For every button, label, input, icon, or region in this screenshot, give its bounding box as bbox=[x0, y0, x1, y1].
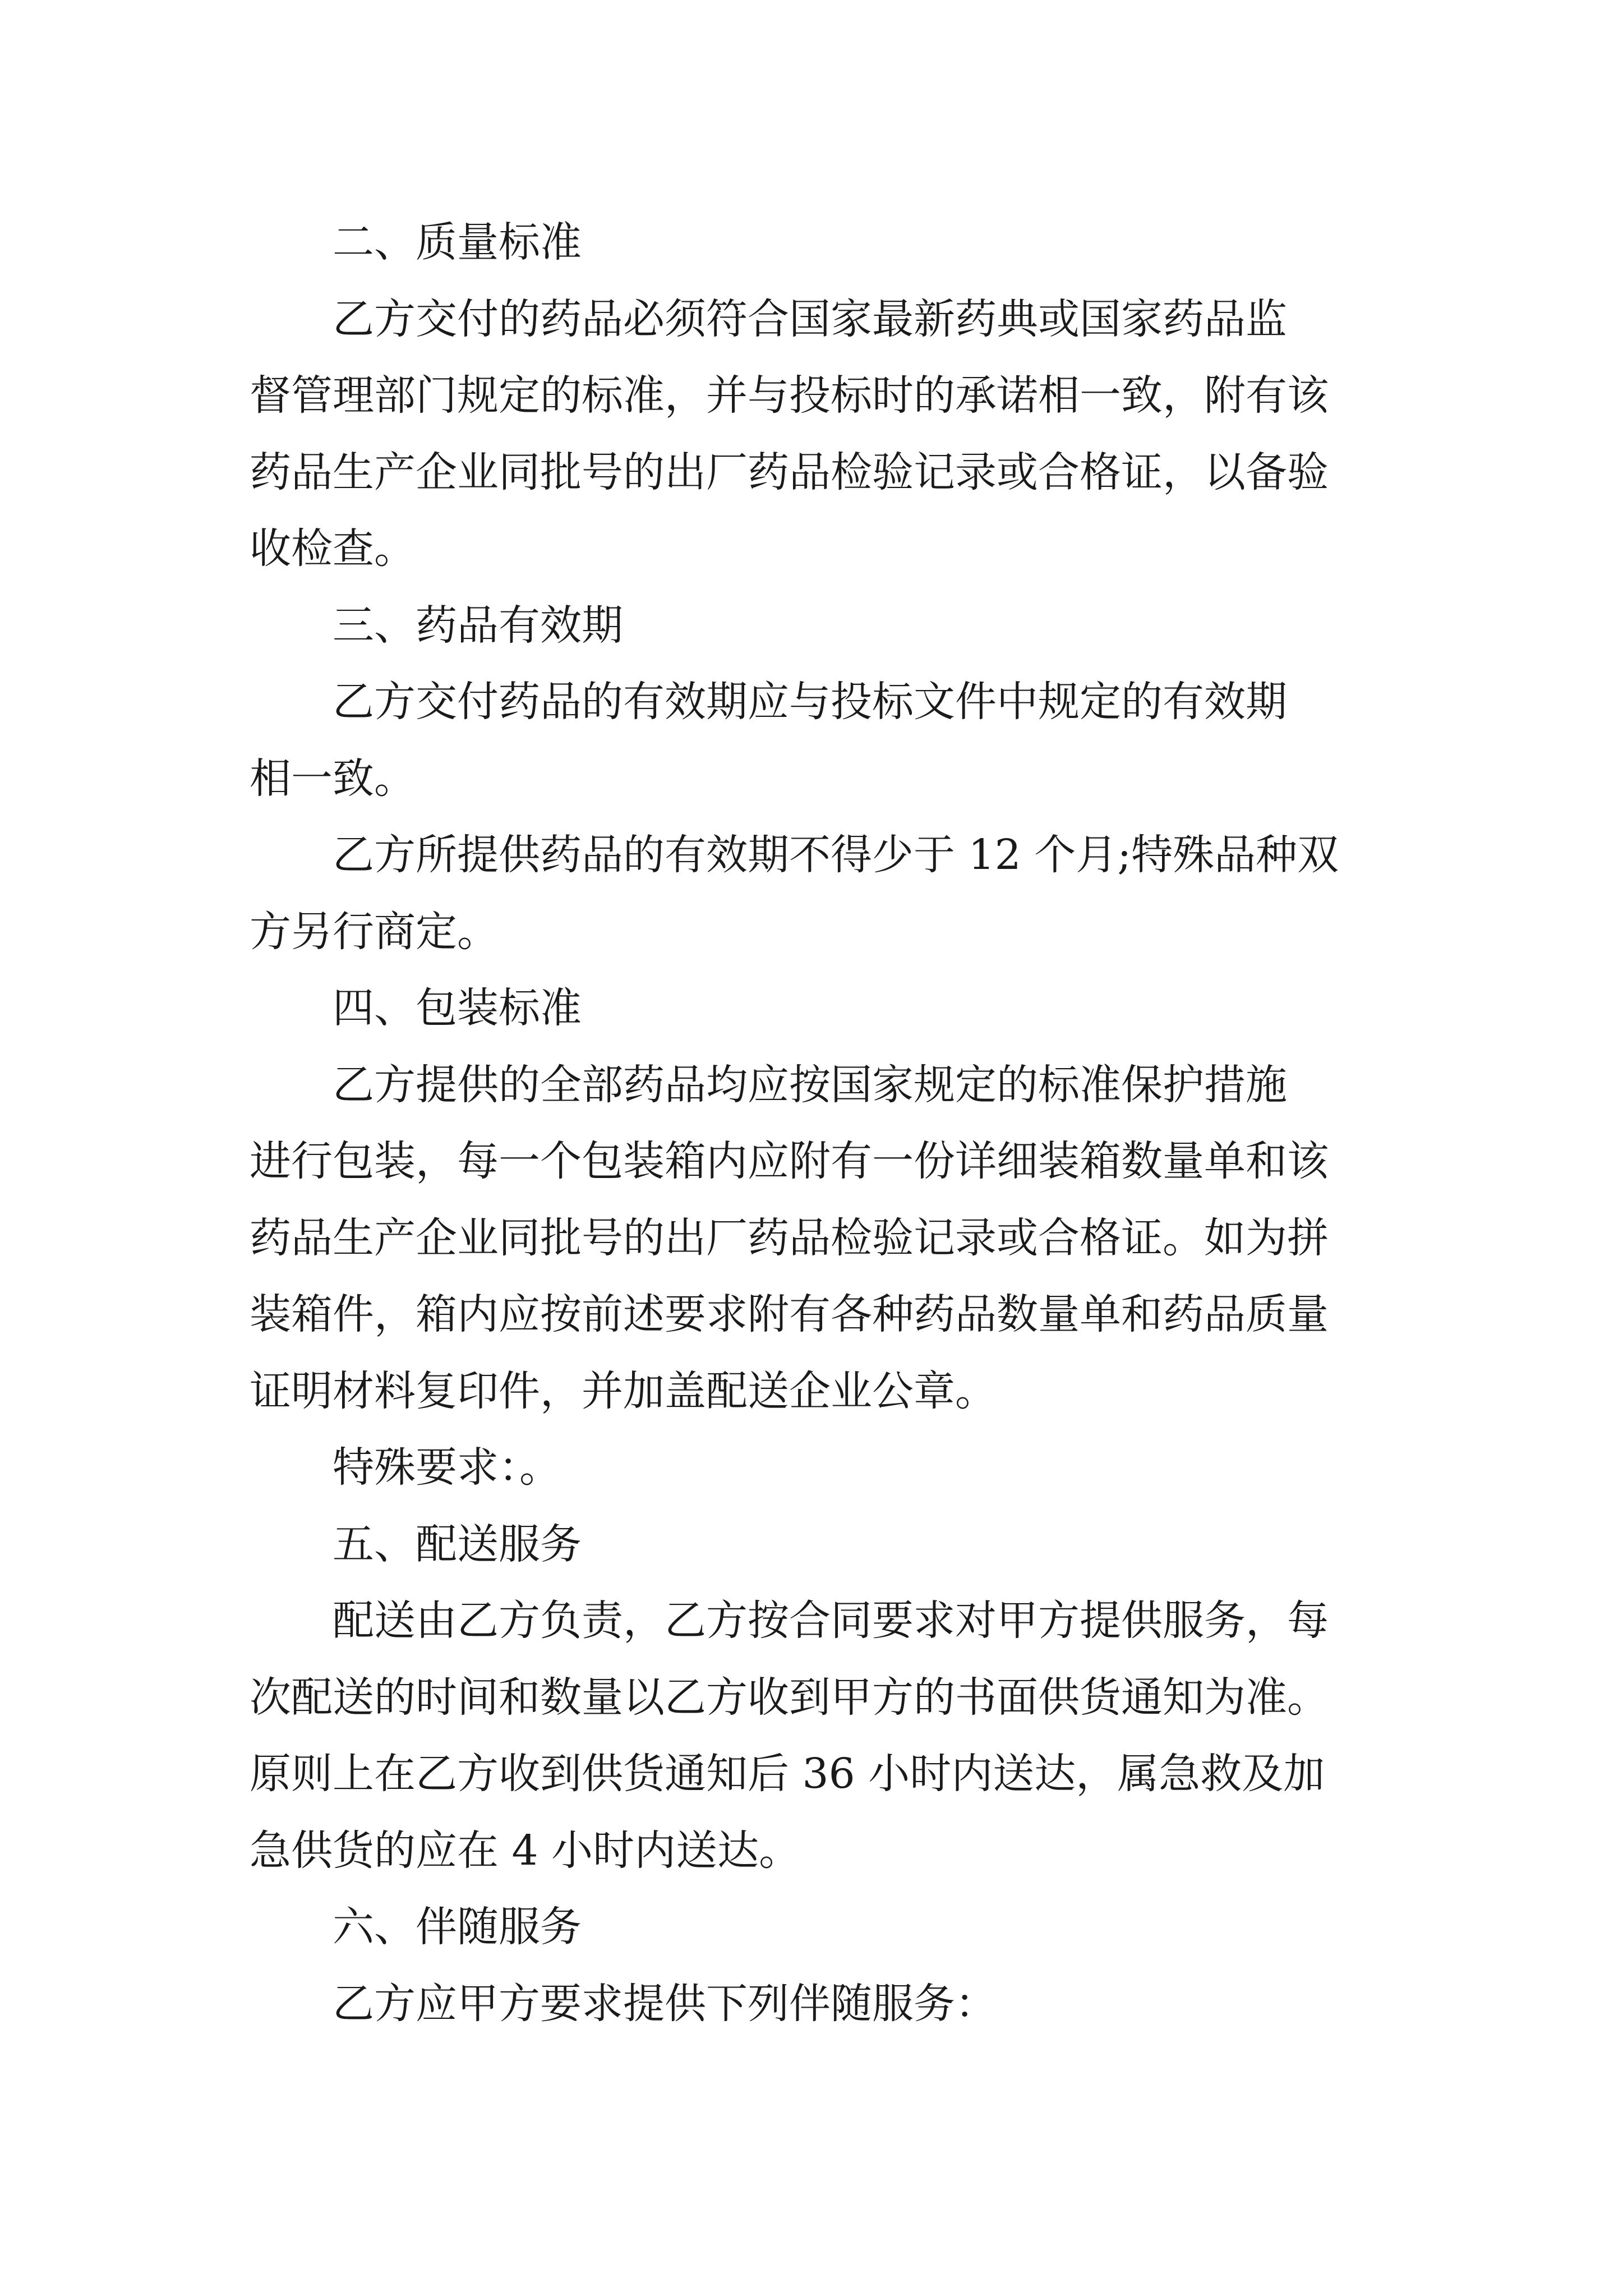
paragraph-line: 乙方所提供药品的有效期不得少于 12 个月;特殊品种双 bbox=[333, 831, 1339, 879]
special-requirements-line: 特殊要求：。 bbox=[333, 1443, 561, 1492]
paragraph-line: 进行包装，每一个包装箱内应附有一份详细装箱数量单和该 bbox=[250, 1137, 1329, 1185]
paragraph-line: 配送由乙方负责，乙方按合同要求对甲方提供服务，每 bbox=[333, 1596, 1329, 1645]
section-heading-packaging: 四、包装标准 bbox=[333, 984, 582, 1032]
section-heading-validity: 三、药品有效期 bbox=[333, 601, 623, 650]
paragraph-line: 急供货的应在 4 小时内送达。 bbox=[250, 1826, 801, 1875]
paragraph-line: 药品生产企业同批号的出厂药品检验记录或合格证，以备验 bbox=[250, 448, 1329, 496]
paragraph-line: 次配送的时间和数量以乙方收到甲方的书面供货通知为准。 bbox=[250, 1673, 1329, 1722]
section-heading-delivery: 五、配送服务 bbox=[333, 1520, 582, 1568]
paragraph-line: 乙方交付的药品必须符合国家最新药典或国家药品监 bbox=[333, 295, 1287, 343]
section-heading-accompanying-services: 六、伴随服务 bbox=[333, 1903, 582, 1951]
paragraph-line: 装箱件，箱内应按前述要求附有各种药品数量单和药品质量 bbox=[250, 1290, 1329, 1338]
paragraph-line: 乙方交付药品的有效期应与投标文件中规定的有效期 bbox=[333, 678, 1287, 726]
paragraph-line: 督管理部门规定的标准，并与投标时的承诺相一致，附有该 bbox=[250, 371, 1329, 420]
paragraph-line: 原则上在乙方收到供货通知后 36 小时内送达，属急救及加 bbox=[250, 1750, 1325, 1798]
paragraph-line: 乙方应甲方要求提供下列伴随服务： bbox=[333, 1980, 997, 2028]
paragraph-line: 药品生产企业同批号的出厂药品检验记录或合格证。如为拼 bbox=[250, 1214, 1329, 1262]
paragraph-line: 乙方提供的全部药品均应按国家规定的标准保护措施 bbox=[333, 1061, 1287, 1109]
section-heading-quality-standard: 二、质量标准 bbox=[333, 218, 582, 266]
paragraph-line: 收检查。 bbox=[250, 524, 416, 573]
paragraph-line: 相一致。 bbox=[250, 754, 416, 803]
paragraph-line: 方另行商定。 bbox=[250, 908, 499, 956]
paragraph-line: 证明材料复印件，并加盖配送企业公章。 bbox=[250, 1367, 997, 1415]
